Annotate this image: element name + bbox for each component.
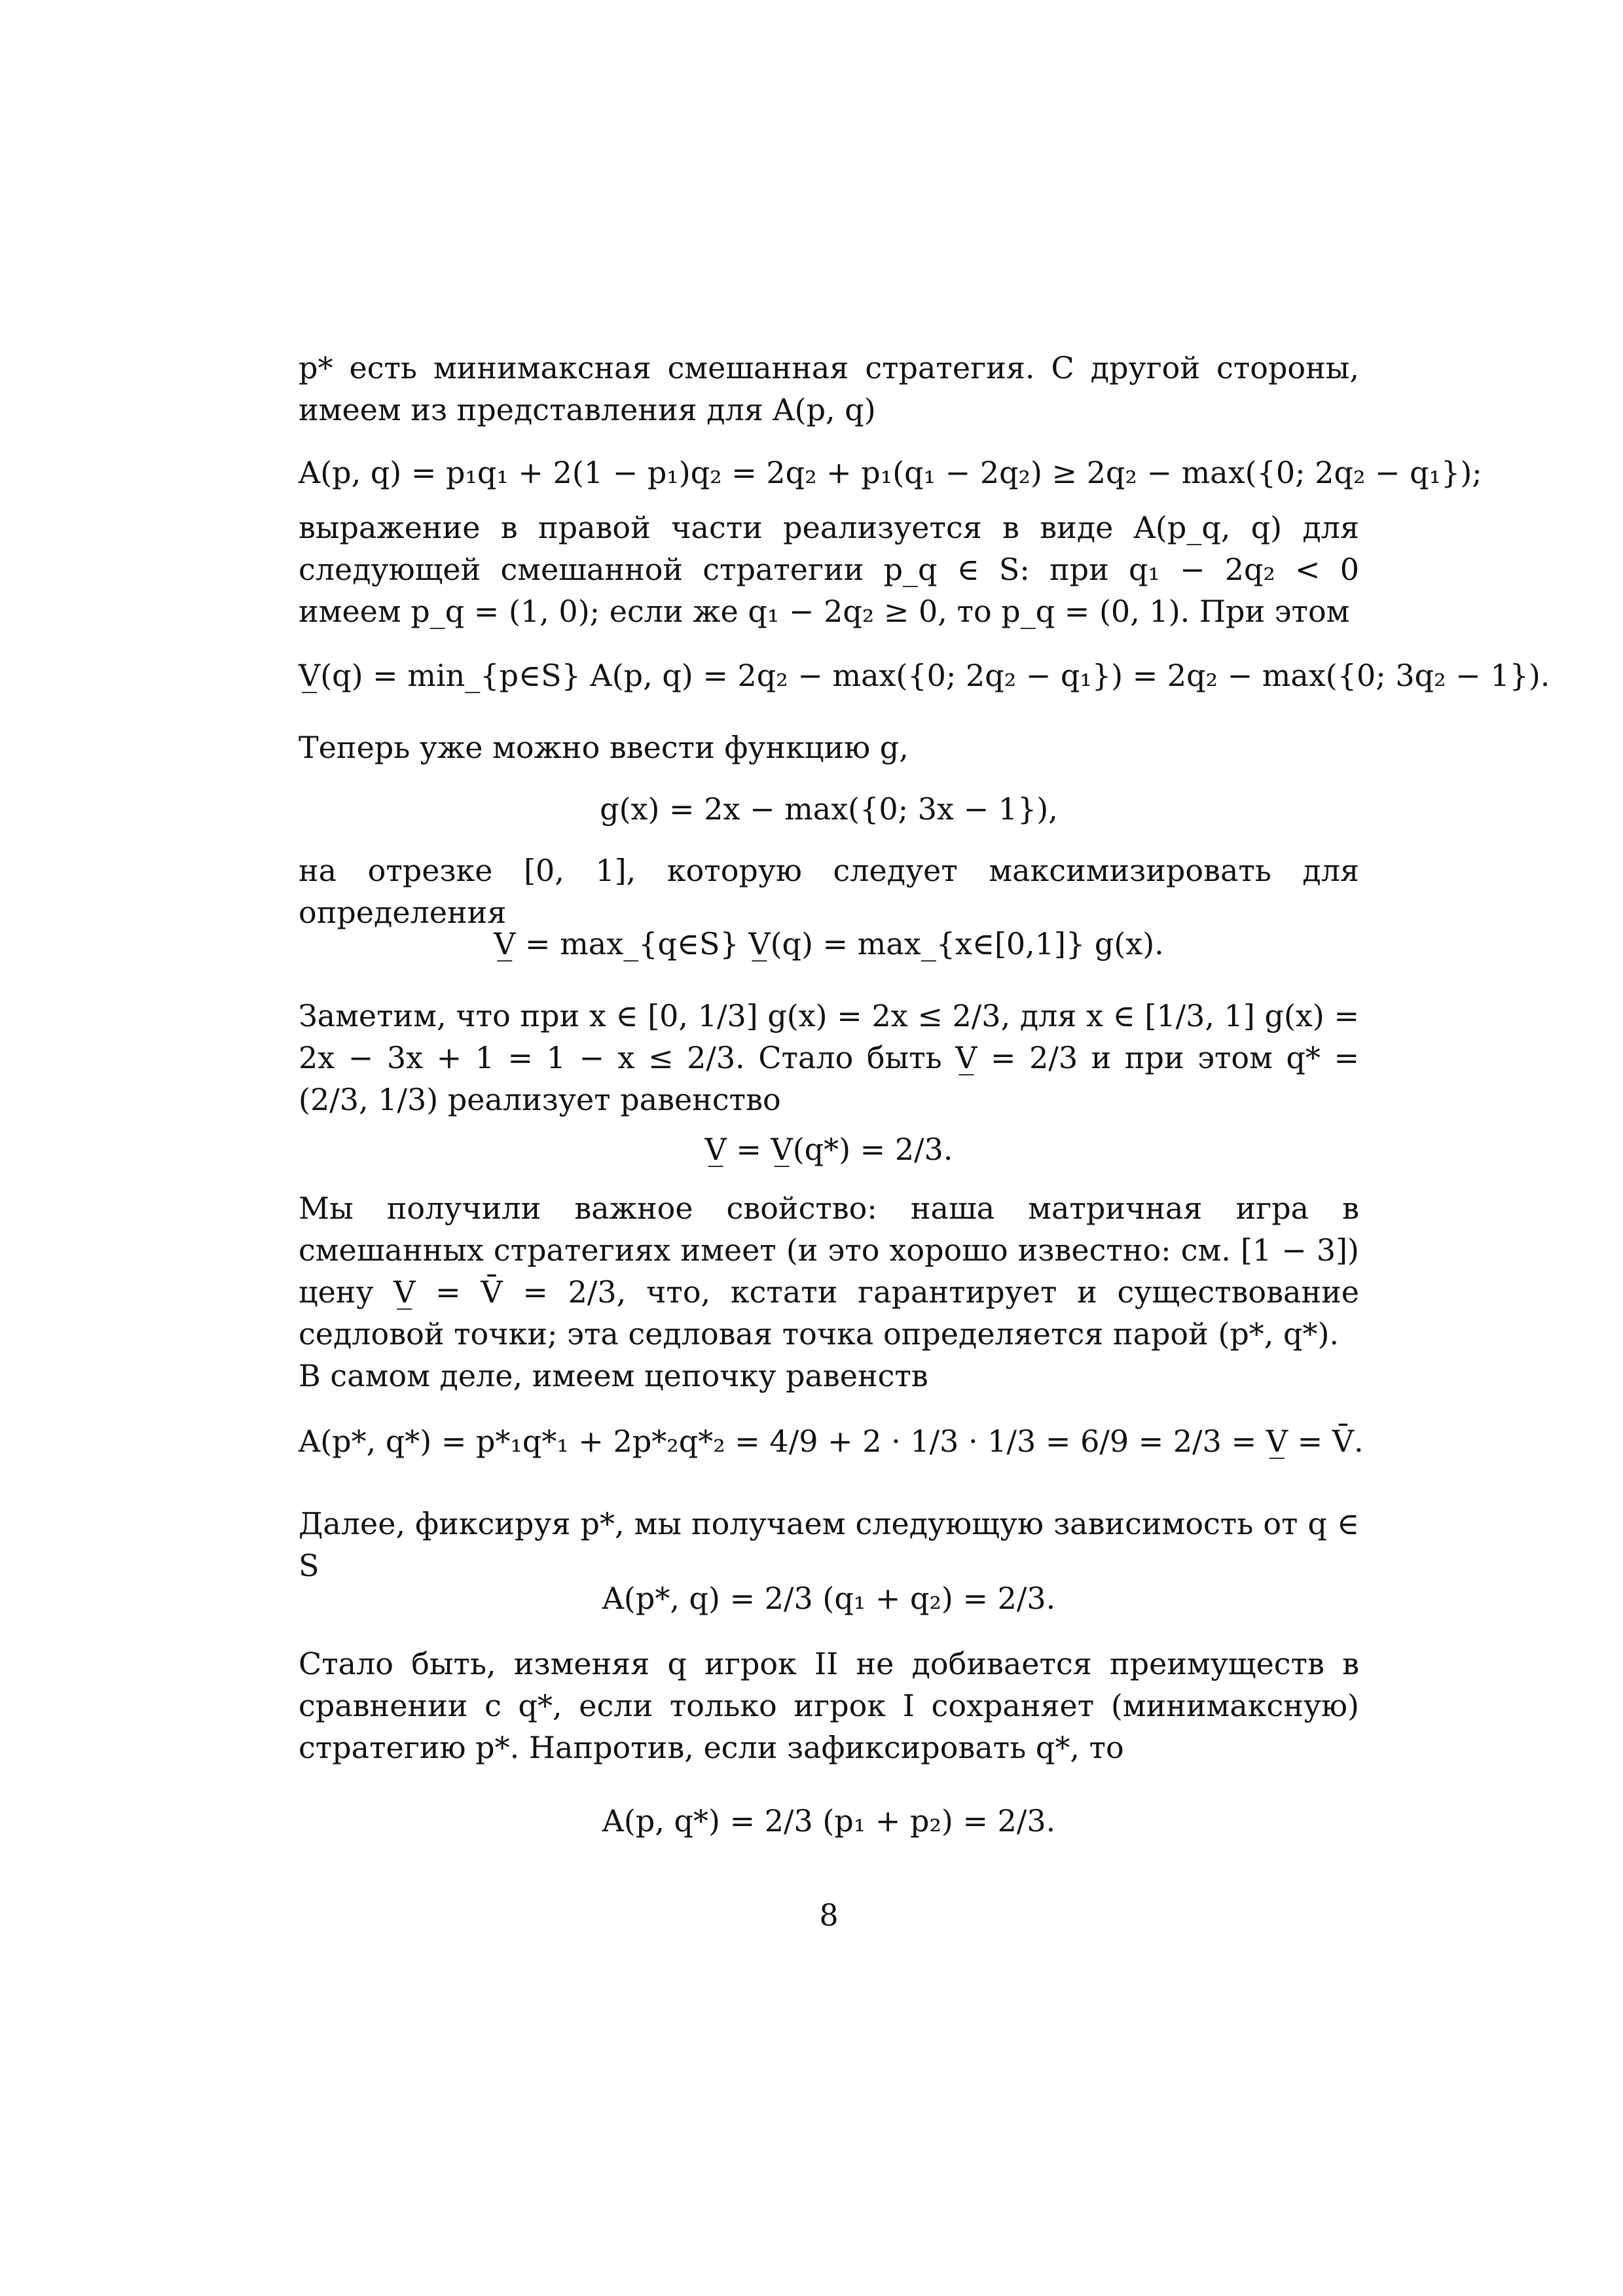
equation-g-definition: g(x) = 2x − max({0; 3x − 1}),: [600, 791, 1058, 827]
equation-value-equals-two-thirds: V̲ = V̲(q*) = 2/3.: [704, 1132, 953, 1167]
paragraph-minimax-strategy: p* есть минимаксная смешанная стратегия. С другой стороны, имеем из представления для A(p, q): [299, 350, 1359, 427]
equation-payoff-expansion: A(p, q) = p₁q₁ + 2(1 − p₁)q₂ = 2q₂ + p₁(q₁ − 2q₂) ≥ 2q₂ − max({0; 2q₂ − q₁});: [299, 455, 1482, 490]
paragraph-right-side-realization: выражение в правой части реализуется в виде A(p_q, q) для следующей смешанной стратегии p_q ∈ S: при q₁ − 2q₂ < 0 имеем p_q = (1, 0); если же q₁ − 2q₂ ≥ 0, то p_q = (0, 1). При этом: [299, 510, 1359, 629]
paragraph-introduce-g: Теперь уже можно ввести функцию g,: [299, 730, 909, 765]
page-number: 8: [819, 1897, 839, 1933]
paragraph-fixing-p-star: Далее, фиксируя p*, мы получаем следующую зависимость от q ∈ S: [299, 1506, 1359, 1583]
paragraph-note-g-bounds: Заметим, что при x ∈ [0, 1/3] g(x) = 2x ≤ 2/3, для x ∈ [1/3, 1] g(x) = 2x − 3x + 1 = 1 − x ≤ 2/3. Стало быть V̲ = 2/3 и при этом q* = (2/3, 1/3) реализует равенство: [299, 998, 1360, 1117]
paragraph-segment-maximize: на отрезке [0, 1], которую следует максимизировать для определения: [299, 853, 1359, 930]
paragraph-chain-of-equalities: В самом деле, имеем цепочку равенств: [299, 1358, 928, 1393]
equation-payoff-p-star: A(p*, q) = 2/3 (q₁ + q₂) = 2/3.: [602, 1581, 1056, 1616]
paragraph-important-property: Мы получили важное свойство: наша матричная игра в смешанных стратегиях имеет (и это хорошо известно: см. [1 − 3]) цену V̲ = V̄ = 2/3, что, кстати гарантирует и существование седловой точки; эта седловая точка определяется парой (p*, q*).: [299, 1191, 1359, 1352]
equation-saddle-point-value: A(p*, q*) = p*₁q*₁ + 2p*₂q*₂ = 4/9 + 2 · 1/3 · 1/3 = 6/9 = 2/3 = V̲ = V̄.: [299, 1424, 1364, 1459]
equation-payoff-q-star: A(p, q*) = 2/3 (p₁ + p₂) = 2/3.: [602, 1803, 1056, 1839]
equation-lower-value-max: V̲ = max_{q∈S} V̲(q) = max_{x∈[0,1]} g(x).: [494, 926, 1164, 961]
paragraph-player-two-no-advantage: Стало быть, изменяя q игрок II не добивается преимуществ в сравнении с q*, если только игрок I сохраняет (минимаксную) стратегию p*. Напротив, если зафиксировать q*, то: [299, 1646, 1359, 1765]
equation-lower-value-function: V̲(q) = min_{p∈S} A(p, q) = 2q₂ − max({0; 2q₂ − q₁}) = 2q₂ − max({0; 3q₂ − 1}).: [299, 658, 1550, 693]
